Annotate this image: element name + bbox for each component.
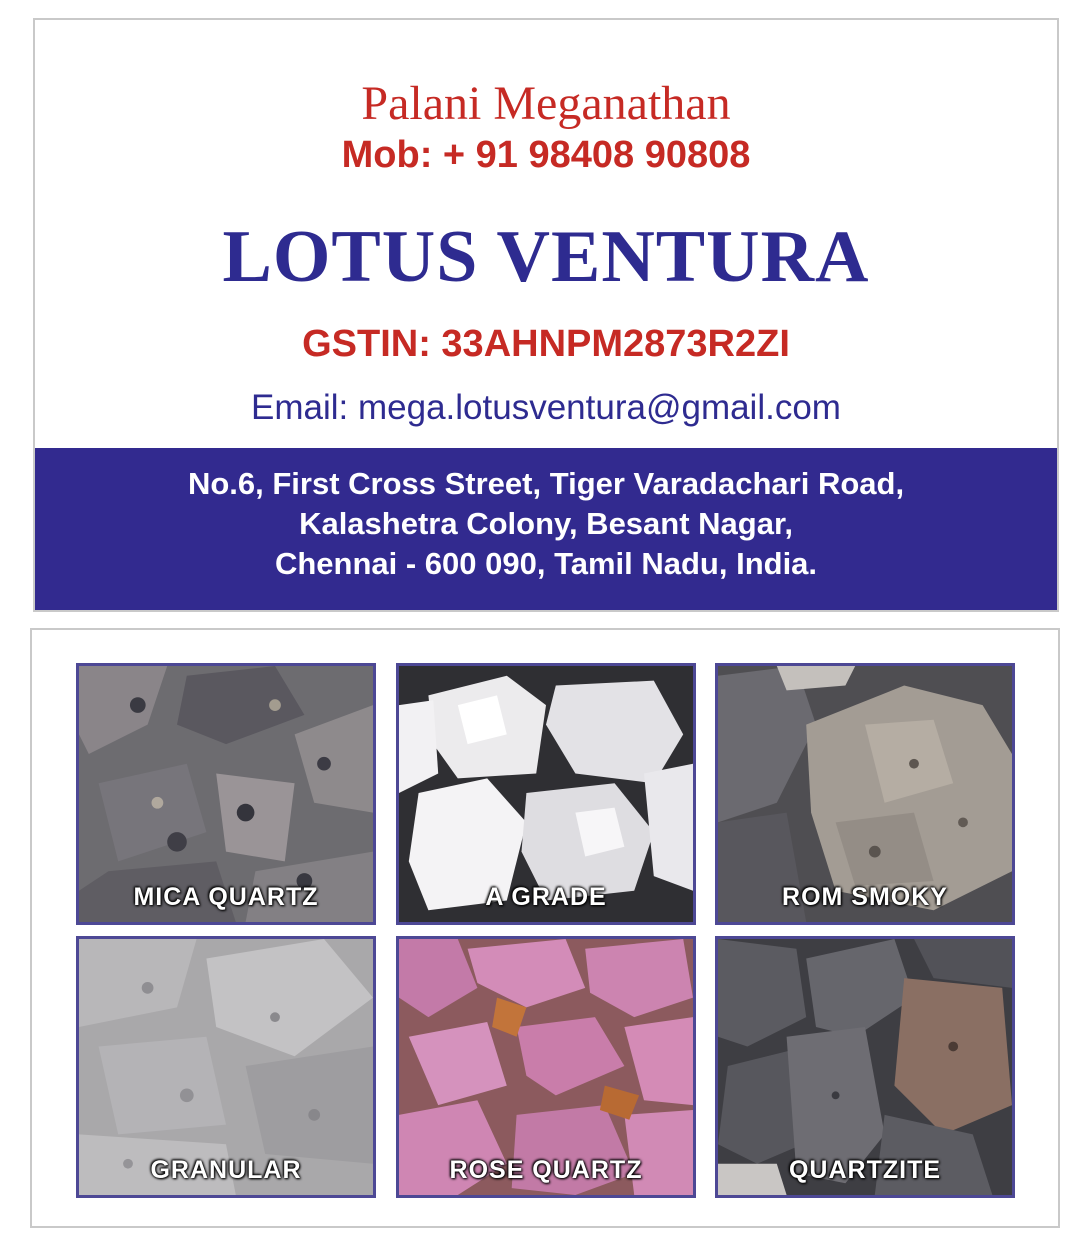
product-tile-a-grade bbox=[396, 663, 696, 925]
product-label: A GRADE bbox=[485, 883, 607, 911]
product-tile-granular bbox=[76, 936, 376, 1198]
business-card-front bbox=[33, 18, 1059, 612]
email-address: Email: mega.lotusventura@gmail.com bbox=[251, 388, 841, 427]
product-tile-mica-quartz bbox=[76, 663, 376, 925]
company-name: LOTUS VENTURA bbox=[222, 216, 870, 298]
product-label: QUARTZITE bbox=[788, 1156, 942, 1184]
product-gallery bbox=[30, 628, 1060, 1228]
mobile-number: Mob: + 91 98408 90808 bbox=[341, 134, 751, 176]
address-line-1: No.6, First Cross Street, Tiger Varadachari Road, bbox=[187, 466, 905, 501]
product-label: ROSE QUARTZ bbox=[449, 1156, 643, 1184]
address-line-2: Kalashetra Colony, Besant Nagar, bbox=[299, 506, 793, 541]
product-tile-rose-quartz bbox=[396, 936, 696, 1198]
product-label: MICA QUARTZ bbox=[133, 883, 319, 911]
contact-name: Palani Meganathan bbox=[361, 77, 731, 130]
product-tile-rom-smoky bbox=[715, 663, 1015, 925]
gstin-number: GSTIN: 33AHNPM2873R2ZI bbox=[302, 323, 790, 365]
product-label: ROM SMOKY bbox=[782, 883, 948, 911]
address-line-3: Chennai - 600 090, Tamil Nadu, India. bbox=[274, 546, 818, 581]
address-band bbox=[35, 448, 1057, 612]
product-label: GRANULAR bbox=[150, 1156, 302, 1184]
product-tile-quartzite bbox=[715, 936, 1015, 1198]
